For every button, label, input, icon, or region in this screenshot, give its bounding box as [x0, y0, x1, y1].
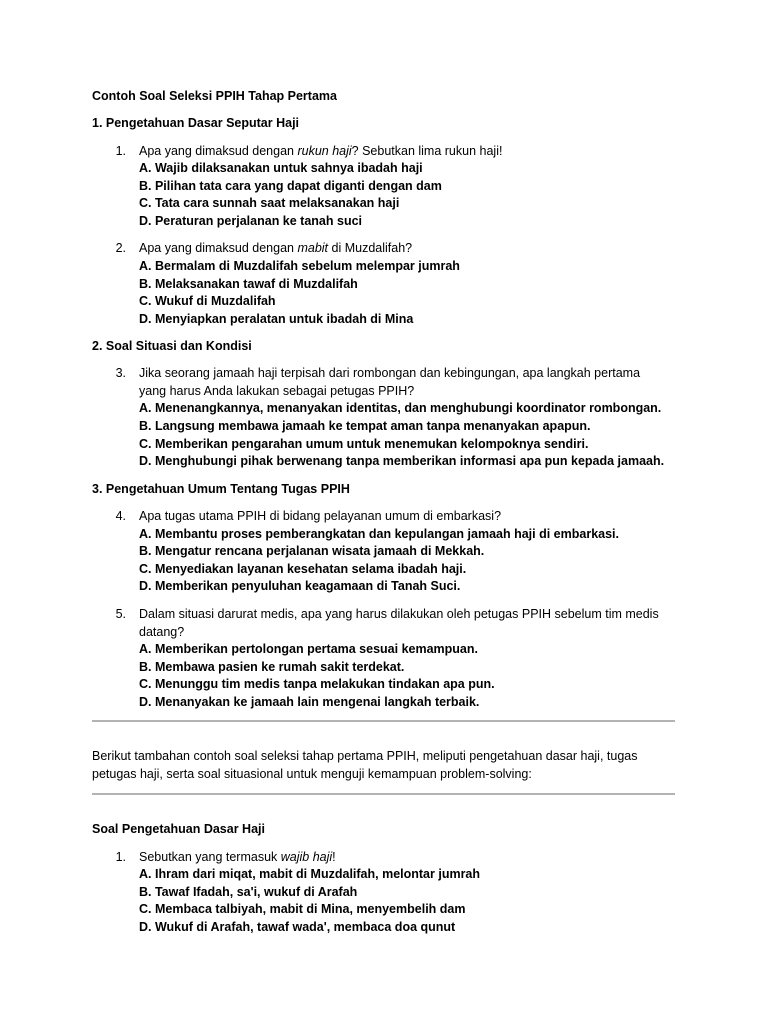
answer-option-a: A. Bermalam di Muzdalifah sebelum melempar jumrah [139, 259, 460, 273]
section-heading: 2. Soal Situasi dan Kondisi [92, 339, 252, 353]
answer-option-b: B. Langsung membawa jamaah ke tempat aman tanpa menanyakan apapun. [139, 419, 591, 433]
answer-option-a: A. Ihram dari miqat, mabit di Muzdalifah, melontar jumrah [139, 867, 481, 881]
answer-option-a: A. Membantu proses pemberangkatan dan kepulangan jamaah haji di embarkasi. [139, 527, 619, 541]
paragraph-line: Berikut tambahan contoh soal seleksi tahap pertama PPIH, meliputi pengetahuan dasar haji, tugas [92, 749, 638, 763]
answer-option-b: B. Membawa pasien ke rumah sakit terdekat. [139, 660, 405, 674]
answer-option-c: C. Menyediakan layanan kesehatan selama ibadah haji. [139, 562, 467, 576]
question-text: Sebutkan yang termasuk wajib haji! [139, 850, 336, 864]
question-text-continued: yang harus Anda lakukan sebagai petugas PPIH? [139, 384, 415, 398]
answer-option-c: C. Menunggu tim medis tanpa melakukan tindakan apa pun. [139, 677, 495, 691]
answer-option-d: D. Menyiapkan peralatan untuk ibadah di Mina [139, 312, 414, 326]
question-text: Apa yang dimaksud dengan mabit di Muzdalifah? [139, 241, 413, 255]
horizontal-divider [92, 793, 675, 795]
answer-option-a: A. Menenangkannya, menanyakan identitas, dan menghubungi koordinator rombongan. [139, 401, 662, 415]
question-text: Apa yang dimaksud dengan rukun haji? Sebutkan lima rukun haji! [139, 144, 503, 158]
question-text-continued: datang? [139, 625, 185, 639]
answer-option-c: C. Memberikan pengarahan umum untuk menemukan kelompoknya sendiri. [139, 437, 589, 451]
question-text: Dalam situasi darurat medis, apa yang harus dilakukan oleh petugas PPIH sebelum tim medis [139, 607, 659, 621]
paragraph-line: petugas haji, serta soal situasional untuk menguji kemampuan problem-solving: [92, 767, 532, 781]
document-title: Contoh Soal Seleksi PPIH Tahap Pertama [92, 89, 337, 103]
answer-option-b: B. Mengatur rencana perjalanan wisata jamaah di Mekkah. [139, 544, 485, 558]
question-number: 4. [115, 509, 126, 523]
question-number: 1. [115, 850, 126, 864]
question-text: Jika seorang jamaah haji terpisah dari rombongan dan kebingungan, apa langkah pertama [139, 366, 641, 380]
question-number: 1. [115, 144, 126, 158]
question-number: 3. [115, 366, 126, 380]
answer-option-b: B. Melaksanakan tawaf di Muzdalifah [139, 277, 358, 291]
question-number: 2. [115, 241, 126, 255]
answer-option-b: B. Tawaf Ifadah, sa'i, wukuf di Arafah [139, 885, 358, 899]
answer-option-b: B. Pilihan tata cara yang dapat diganti dengan dam [139, 179, 442, 193]
answer-option-a: A. Memberikan pertolongan pertama sesuai kemampuan. [139, 642, 478, 656]
section-heading: 3. Pengetahuan Umum Tentang Tugas PPIH [92, 482, 350, 496]
question-number: 5. [115, 607, 126, 621]
answer-option-d: D. Menghubungi pihak berwenang tanpa memberikan informasi apa pun kepada jamaah. [139, 454, 665, 468]
answer-option-c: C. Membaca talbiyah, mabit di Mina, menyembelih dam [139, 902, 466, 916]
answer-option-d: D. Memberikan penyuluhan keagamaan di Tanah Suci. [139, 579, 461, 593]
horizontal-divider [92, 720, 675, 722]
answer-option-a: A. Wajib dilaksanakan untuk sahnya ibadah haji [139, 161, 423, 175]
answer-option-d: D. Peraturan perjalanan ke tanah suci [139, 214, 362, 228]
section-heading: Soal Pengetahuan Dasar Haji [92, 822, 265, 836]
answer-option-c: C. Tata cara sunnah saat melaksanakan haji [139, 196, 400, 210]
answer-option-d: D. Wukuf di Arafah, tawaf wada', membaca doa qunut [139, 920, 456, 934]
section-heading: 1. Pengetahuan Dasar Seputar Haji [92, 116, 300, 130]
answer-option-c: C. Wukuf di Muzdalifah [139, 294, 276, 308]
answer-option-d: D. Menanyakan ke jamaah lain mengenai langkah terbaik. [139, 695, 480, 709]
question-text: Apa tugas utama PPIH di bidang pelayanan umum di embarkasi? [139, 509, 502, 523]
